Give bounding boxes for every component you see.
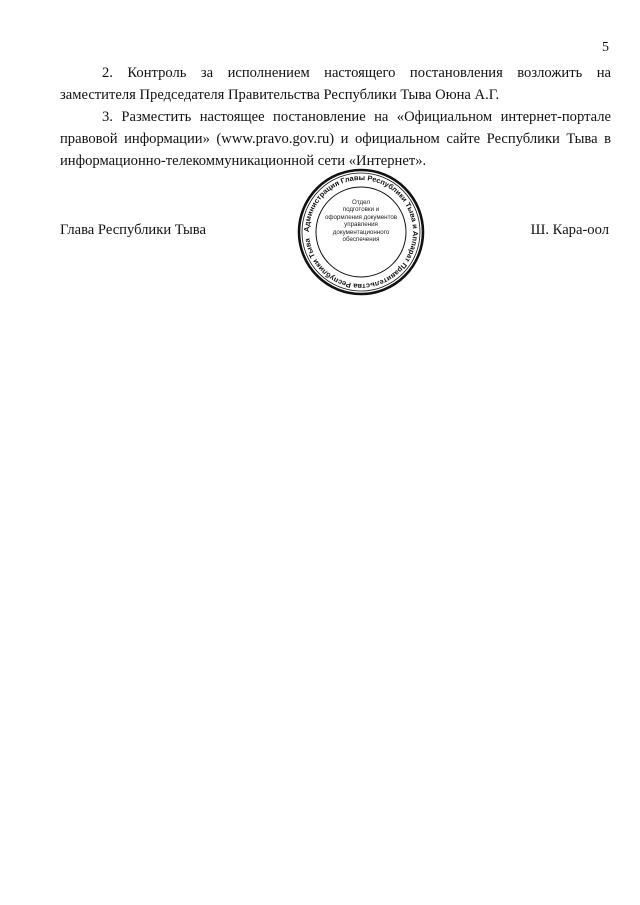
signatory-position: Глава Республики Тыва: [60, 222, 206, 238]
seal-ring-text: Администрация Главы Республики Тыва и Аппарат Правительства Республики Тыва: [301, 172, 421, 292]
seal-line: оформления документов: [324, 213, 398, 221]
signatory-name: Ш. Кара-оол: [530, 222, 609, 238]
seal-inner-text: [316, 199, 406, 243]
paragraph-control: 2. Контроль за исполнением настоящего постановления возложить на заместителя Председателя Правительства Республики Тыва Оюна А.Г.: [60, 65, 611, 103]
seal-line: Отдел: [352, 199, 370, 206]
seal-line: управления: [344, 221, 378, 229]
paragraph-publication: 3. Разместить настоящее постановление на «Официальном интернет-портале правовой информации» (www.pravo.gov.ru) и официальном сайте Республики Тыва в информационно-телекоммуникационной сети «Интернет».: [60, 109, 611, 169]
seal-line: документационного: [332, 228, 390, 236]
seal-line: обеспечения: [342, 236, 380, 244]
page-number: 5: [602, 40, 609, 55]
document-body: [60, 62, 611, 172]
official-seal: [296, 167, 426, 297]
seal-line: подготовки и: [342, 206, 380, 214]
